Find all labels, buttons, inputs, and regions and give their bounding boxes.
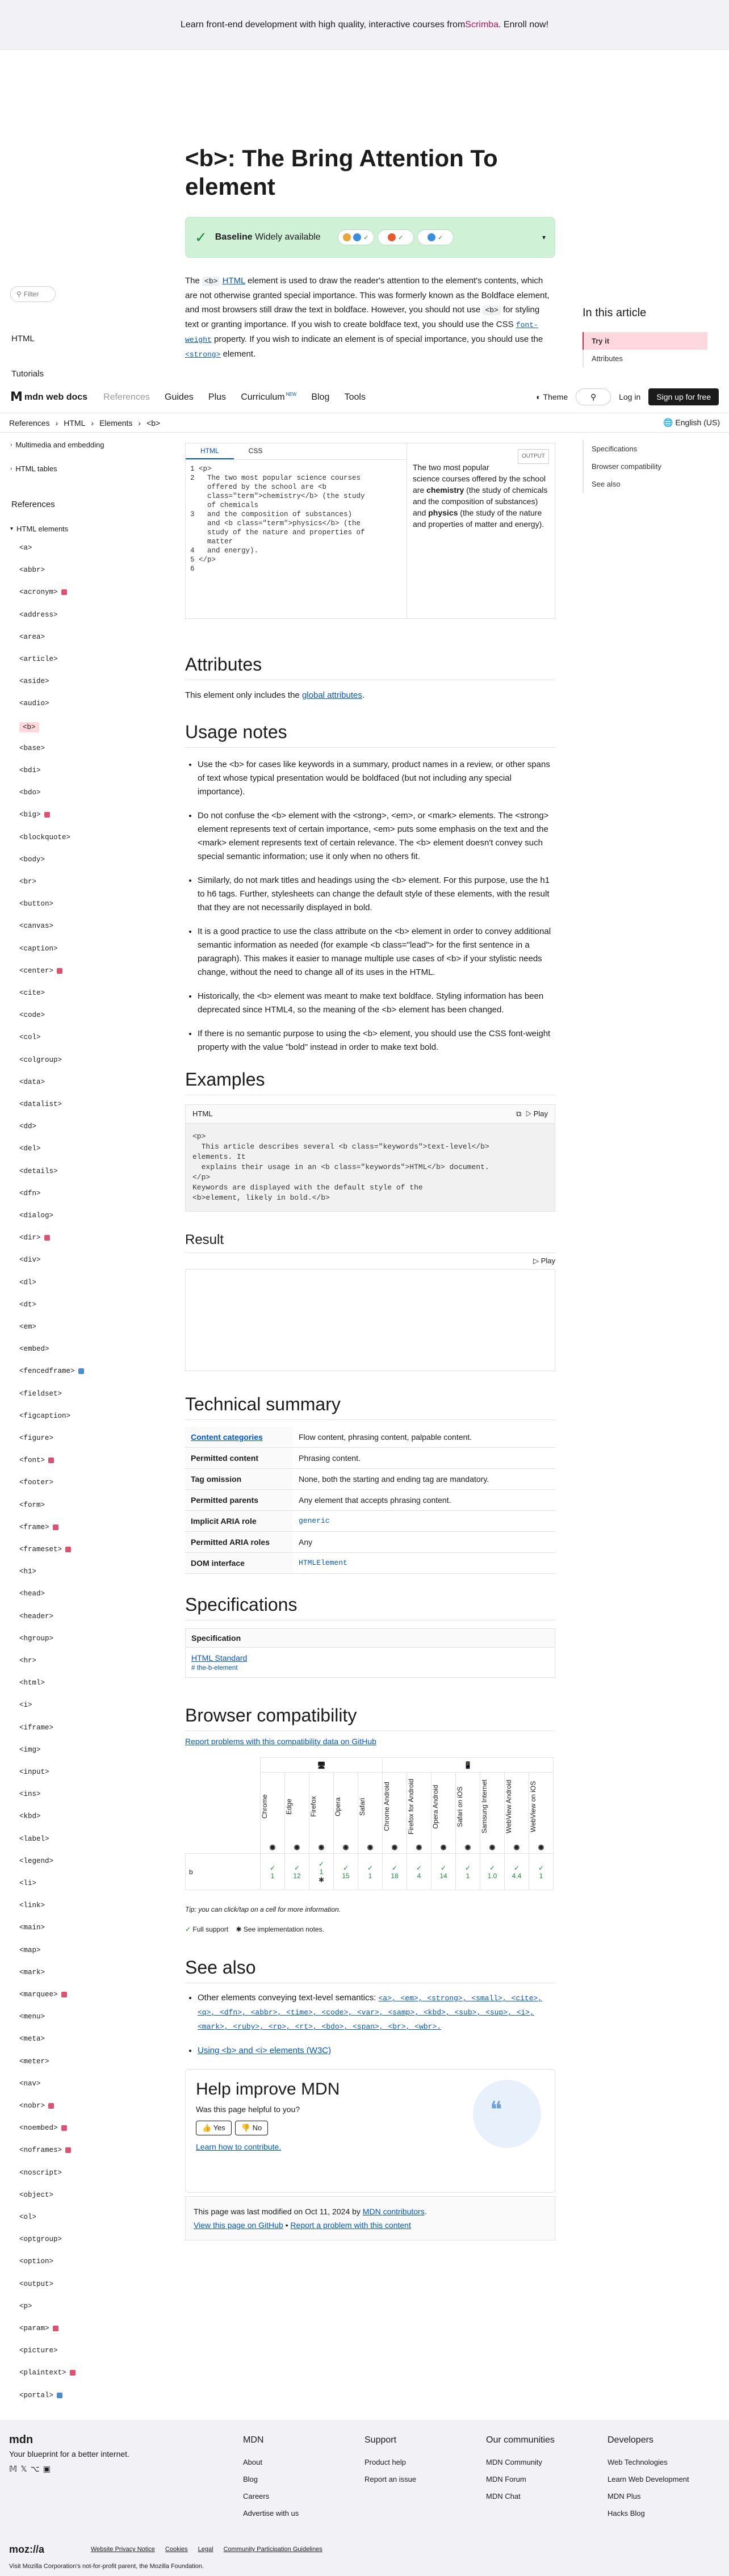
result-heading: Result [185,1232,555,1253]
sidebar-item[interactable]: <hgroup> [19,1634,54,1643]
crumb-elements[interactable]: Elements [99,418,133,428]
banner-text-end: . Enroll now! [498,19,549,30]
desktop-icon: 🖥 [261,1758,383,1773]
toc-title: In this article [583,307,647,319]
mozilla-logo[interactable]: moz://a [9,2544,45,2555]
yes-button[interactable]: 👍 Yes [196,2121,232,2135]
sidebar-item[interactable]: <canvas> [19,922,54,931]
sidebar-group-tutorials[interactable]: Tutorials [11,369,44,379]
sidebar-item[interactable]: <menu> [19,2013,45,2021]
footer-tagline: Your blueprint for a better internet. [9,2449,129,2458]
table-row: DOM interface HTMLElement [185,1553,555,1574]
browser-header: Opera ◉ [334,1773,358,1854]
compat-cell[interactable]: ✓ 1 [456,1854,480,1890]
see-also-list [185,1991,555,2058]
sidebar-item[interactable]: <ins> [19,1790,41,1799]
list-item: • It is a good practice to use the class attribute on the <b> element in order to convey additional semantic information as needed (for example <b class="lead"> for the first sentence in a paragraph). This makes it easier to manage multiple use cases of <b> if your stylistic needs change, without the need to change all of its uses in the HTML. [198,925,555,979]
contribute-link[interactable]: Learn how to contribute. [196,2142,282,2151]
list-item: • If there is no semantic purpose to using the <b> element, you should use the CSS font-weight property with the value "bold" instead in order to make text bold. [198,1027,555,1054]
mdn-logo[interactable]: M mdn web docs [10,390,88,404]
play-button[interactable]: ▷ Play [525,1109,548,1118]
sidebar-item[interactable]: <font> [19,1456,54,1464]
baseline-banner[interactable]: ✓ Baseline Widely available ✓ ✓ ✓ ▾ [185,217,555,258]
toc-item[interactable]: Specifications [583,440,707,458]
strong-link[interactable]: <strong> [185,350,221,359]
report-link[interactable]: Report a problem with this content [290,2221,411,2230]
page-title: <b>: The Bring Attention To element [185,145,498,200]
browser-icon: ◉ [342,1843,349,1851]
table-row: Permitted content Phrasing content. [185,1448,555,1469]
sidebar-item[interactable]: <meta> [19,2035,45,2043]
sidebar-item[interactable]: <noembed> [19,2124,67,2132]
deprecated-icon [44,812,50,818]
attributes-text: This element only includes the global attributes. [185,690,365,700]
table-row: Permitted parents Any element that accepts phrasing content. [185,1490,555,1511]
sidebar-item[interactable]: <hr> [19,1657,37,1665]
sidebar-item[interactable]: <div> [19,1256,41,1264]
sidebar-item[interactable]: <area> [19,633,45,641]
sidebar-item[interactable]: <dd> [19,1122,37,1131]
sidebar-item[interactable]: <nobr> [19,2102,54,2110]
sidebar-item[interactable]: <dialog> [19,1212,54,1220]
github-link[interactable]: View this page on GitHub [194,2221,283,2230]
browser-header: Samsung Internet ◉ [480,1773,505,1854]
browser-header: Safari ◉ [358,1773,383,1854]
copy-icon[interactable]: ⧉ [516,1109,522,1118]
browser-icon: ◉ [416,1843,422,1851]
sidebar-item[interactable]: <cite> [19,989,45,997]
compat-cell[interactable]: ✓ 4 [407,1854,431,1890]
compat-cell[interactable]: ✓ 1 [261,1854,285,1890]
compat-tip: Tip: you can click/tap on a cell for more information. [185,1905,341,1913]
browser-header: Chrome Android ◉ [383,1773,407,1854]
compat-report-link[interactable]: Report problems with this compatibility data on GitHub [185,1737,376,1746]
sidebar-item[interactable]: <a> [19,544,32,552]
toc-item[interactable]: Attributes [583,350,707,367]
tab-css[interactable]: CSS [248,447,263,455]
sidebar-item[interactable]: <details> [19,1167,58,1175]
sidebar-item[interactable]: <ol> [19,2213,37,2221]
sidebar-item[interactable]: <img> [19,1745,41,1754]
sidebar-item[interactable]: <frameset> [19,1545,71,1553]
compat-cell[interactable]: ✓ 4.4 [505,1854,529,1890]
font-weight-link[interactable]: font-weight [185,321,538,344]
deprecated-icon [57,968,62,974]
browser-icon: ◉ [318,1843,325,1851]
compat-heading: Browser compatibility [185,1705,555,1731]
toc-item[interactable]: Browser compatibility [583,458,707,475]
browser-icon: ◉ [367,1843,374,1851]
sidebar-item[interactable]: <plaintext> [19,2369,76,2377]
sidebar-item[interactable]: <mark> [19,1968,45,1976]
sidebar-item[interactable]: <marquee> [19,1991,67,1999]
list-item: • Other elements conveying text-level semantics: <a>, <em>, <strong>, <small>, <cite>, <q>, <dfn>, <abbr>, <time>, <code>, <var>, <samp>, <kbd>, <sub>, <sup>, <i>, <mark>, <ruby>, <rp>, <rt>, <bdo>, <span>, <br>, <wbr>. [198,1991,555,2034]
sidebar-item[interactable]: <li> [19,1879,37,1887]
sidebar-item[interactable]: <p> [19,2302,32,2310]
search-icon: ⚲ [590,392,597,401]
sidebar-item[interactable]: <col> [19,1033,41,1042]
sidebar-item[interactable]: <portal> [19,2391,62,2399]
sidebar-item[interactable]: <html> [19,1679,45,1687]
browser-support-icon: ✓ [417,229,454,245]
experimental-icon [78,1368,84,1374]
sidebar-item[interactable]: <figcaption> [19,1411,71,1420]
specifications-heading: Specifications [185,1594,555,1620]
code-editor[interactable]: 1 <p> 2 The two most popular science courses offered by the school are <b class="term">chemistry</b> (the study of chemicals 3 and the composition of substances) and <b class="term">physics</b> (the study of the nature and properties of matter 4 and energy). 5 </p> 6 [190,465,365,573]
usage-notes-list [185,758,555,1054]
browser-icon: ◉ [513,1843,520,1851]
crumb-references[interactable]: References [9,418,50,428]
sidebar-item[interactable]: <picture> [19,2347,58,2355]
attributes-heading: Attributes [185,654,555,680]
compat-cell[interactable]: ✓ 1 ✱ [309,1854,334,1890]
table-row: Permitted ARIA roles Any [185,1532,555,1553]
sidebar-group-references[interactable]: References [11,500,55,509]
sidebar-item[interactable]: <kbd> [19,1812,41,1821]
deprecated-icon [53,2326,58,2331]
login-link[interactable]: Log in [619,392,641,401]
nav-guides[interactable]: Guides [165,392,194,402]
browser-header: WebView on iOS ◉ [529,1773,554,1854]
compat-cell[interactable]: ✓ 1 [358,1854,383,1890]
sidebar-item[interactable]: <dir> [19,1234,50,1242]
technical-summary-heading: Technical summary [185,1394,555,1420]
table-of-contents [583,307,707,493]
notes-icon: ✱ [318,1875,325,1884]
sidebar-item[interactable]: <output> [19,2280,54,2288]
sidebar-item[interactable]: <input> [19,1768,49,1776]
deprecated-icon [53,1524,58,1530]
no-button[interactable]: 👎 No [235,2121,268,2135]
breadcrumb: References › HTML › Elements › <b> 🌐 English (US) [0,413,729,433]
compat-cell[interactable]: ✓ 18 [383,1854,407,1890]
footer-col-support: Support Product help Report an issue [364,2435,417,2483]
banner-text: Learn front-end development with high quality, interactive courses from [180,19,466,30]
list-item: • Similarly, do not mark titles and headings using the <b> element. For this purpose, use the h1 to h6 tags. Further, stylesheets can change the default style of these elements, with the result that they are not necessarily displayed in bold. [198,874,555,915]
example-code-block: HTML ⧉ ▷ Play <p> This article describes several <b class="keywords">text-level</b> elements. It explains their usage in an <b class="keywords">HTML</b> document. </p> Keywords are displayed with the default style of the <b>element, likely in bold.</b> [185,1104,555,1212]
sidebar-item[interactable]: <big> [19,811,50,819]
sidebar-group-html[interactable]: HTML [11,334,35,344]
legal-links: Website Privacy Notice Cookies Legal Community Participation Guidelines [91,2546,322,2553]
experimental-icon [57,2393,62,2398]
sidebar-item[interactable]: <link> [19,1901,45,1910]
browser-header: WebView Android ◉ [505,1773,529,1854]
mobile-icon: 📱 [383,1758,554,1773]
sidebar-tutorial-tables[interactable]: › HTML tables [10,464,57,473]
deprecated-icon [61,2125,67,2131]
footer-col-communities: Our communities MDN Community MDN Forum MDN Chat [486,2435,555,2500]
deprecated-icon [65,2147,71,2153]
browser-icon: ◉ [489,1843,496,1851]
main-content [185,144,555,362]
sidebar-item[interactable]: <code> [19,1011,45,1020]
browser-header: Opera Android ◉ [431,1773,456,1854]
sidebar-item[interactable]: <acronym> [19,588,67,596]
list-item: • Using <b> and <i> elements (W3C) [198,2044,555,2058]
check-icon: ✓ [195,228,207,246]
sidebar-item[interactable]: <map> [19,1946,41,1954]
sidebar-item[interactable]: <iframe> [19,1723,54,1732]
new-badge: NEW [286,392,297,397]
compat-cell[interactable]: ✓ 1.0 [480,1854,505,1890]
sidebar-item[interactable]: <header> [19,1612,54,1620]
compat-cell[interactable]: ✓ 12 [285,1854,309,1890]
browser-icon: ◉ [464,1843,471,1851]
sidebar-item[interactable]: <audio> [19,700,49,708]
sidebar-item[interactable]: <button> [19,900,54,908]
chevron-down-icon: ▾ [542,233,546,241]
banner-brand-link[interactable]: Scrimba [465,19,498,30]
filter-icon: ⚲ [16,290,22,298]
sidebar-item[interactable]: <noframes> [19,2146,71,2154]
table-row: Tag omission None, both the starting and ending tag are mandatory. [185,1469,555,1490]
sidebar-item[interactable]: <aside> [19,677,49,686]
social-icons[interactable]: 𝕄𝕏⌥▣ [9,2464,54,2473]
sidebar-filter-input[interactable]: ⚲ Filter [10,286,56,302]
sidebar-item[interactable]: <dl> [19,1278,37,1287]
deprecated-icon [65,1547,71,1552]
theme-icon: ◐ [536,392,541,401]
sidebar-item[interactable]: <main> [19,1924,45,1932]
sidebar-item[interactable]: <object> [19,2190,54,2199]
browser-header: Chrome ◉ [261,1773,285,1854]
compat-cell[interactable]: ✓ 14 [431,1854,456,1890]
browser-icon: ◉ [391,1843,398,1851]
sidebar-item[interactable]: <br> [19,878,37,886]
copyright: Visit Mozilla Corporation's not-for-profit parent, the Mozilla Foundation. [9,2563,204,2570]
sidebar-html-elements[interactable]: ▾ HTML elements [10,525,69,533]
site-footer [0,2420,729,2576]
compat-legend: ✓ Full support ✱ See implementation notes. [185,1925,324,1933]
sidebar-item[interactable]: <meter> [19,2057,49,2066]
browser-support-icon: ✓ [378,229,414,245]
deprecated-icon [70,2370,76,2376]
sidebar-item[interactable]: <base> [19,744,45,752]
footer-col-developers: Developers Web Technologies Learn Web Development MDN Plus Hacks Blog [608,2435,689,2518]
try-it-section [185,443,555,2240]
table-row: Implicit ARIA role generic [185,1511,555,1532]
sidebar-item[interactable]: <dfn> [19,1189,41,1197]
feedback-illustration: ❝ [473,2080,541,2148]
sidebar-item[interactable]: <blockquote> [19,833,71,841]
sidebar-item[interactable]: <em> [19,1323,37,1331]
toc-item[interactable]: See also [583,475,707,493]
browser-icon: ◉ [294,1843,300,1851]
sidebar-tutorial-multimedia[interactable]: › Multimedia and embedding [10,441,104,449]
chevron-right-icon: › [10,466,12,472]
page-meta: This page was last modified on Oct 11, 2024 by MDN contributors. View this page on GitHub • Report a problem with this content [185,2196,555,2240]
browser-header: Edge ◉ [285,1773,309,1854]
sidebar-item[interactable]: <bdo> [19,789,41,797]
list-item: • Historically, the <b> element was meant to make text boldface. Styling information has been deprecated since HTML4, so the meaning of the <b> element has been changed. [198,990,555,1017]
footer-logo[interactable]: mdn [9,2433,33,2446]
sidebar-item[interactable]: <embed> [19,1345,49,1354]
sidebar-item[interactable]: <datalist> [19,1100,62,1108]
sidebar-item[interactable]: <bdi> [19,766,41,774]
result-play-button[interactable]: ▷ Play [533,1256,555,1265]
global-attributes-link[interactable]: global attributes [301,690,362,700]
sidebar-item[interactable]: <b> [19,722,39,732]
sidebar-item[interactable]: <article> [19,655,58,663]
deprecated-icon [61,589,67,595]
specifications-table: Specification HTML Standard # the-b-element [185,1628,555,1678]
browser-header: Firefox for Android ◉ [407,1773,431,1854]
sidebar-item[interactable]: <footer> [19,1478,54,1487]
output-pane: OUTPUT The two most popular science courses offered by the school are chemistry (the study of chemicals and the composition of substances) and physics (the study of the nature and properties of matter and energy). [407,443,555,618]
chevron-down-icon: ▾ [10,526,14,532]
chevron-right-icon: › [10,442,12,448]
deprecated-icon [44,1235,50,1241]
sidebar-item[interactable]: <address> [19,610,58,619]
table-row: Content categories Flow content, phrasing content, palpable content. [185,1427,555,1448]
browser-header: Safari on iOS ◉ [456,1773,480,1854]
sidebar-item[interactable]: <nav> [19,2079,41,2088]
usage-heading: Usage notes [185,722,555,748]
crumb-html[interactable]: HTML [64,418,86,428]
signup-button[interactable]: Sign up for free [648,388,719,405]
sidebar-item[interactable]: <fieldset> [19,1389,62,1398]
sidebar-item[interactable]: <del> [19,1145,41,1153]
spec-link[interactable]: HTML Standard [191,1653,248,1662]
html-link[interactable]: HTML [222,276,245,286]
sidebar-item[interactable]: <option> [19,2257,54,2266]
sidebar-item[interactable]: <noscript> [19,2168,62,2177]
nav-references[interactable]: References [103,392,150,402]
sidebar-item[interactable]: <fencedframe> [19,1367,84,1375]
sidebar-item[interactable]: <center> [19,967,62,975]
theme-toggle[interactable]: ◐ Theme [536,392,568,401]
sidebar-item[interactable]: <i> [19,1701,32,1710]
deprecated-icon [48,2103,54,2109]
sidebar-item[interactable]: <body> [19,855,45,864]
nav-blog[interactable]: Blog [311,392,330,402]
feedback-box: Help improve MDN Was this page helpful to you? 👍 Yes 👎 No Learn how to contribute. ❝ [185,2069,555,2193]
browser-icon: ◉ [440,1843,447,1851]
sidebar-item[interactable]: <h1> [19,1568,37,1576]
sidebar-item[interactable]: <figure> [19,1434,54,1442]
sidebar-item[interactable]: <caption> [19,944,58,953]
sidebar-item[interactable]: <data> [19,1078,45,1086]
globe-icon: 🌐 [663,418,673,427]
nav-plus[interactable]: Plus [208,392,227,402]
compat-table: 🖥 📱 Chrome ◉ Edge ◉ Firefox ◉ Opera ◉ Safari ◉ Chrome Android ◉ Firefox for Android ◉ Opera Android ◉ Safari on iOS ◉ Samsung Internet ◉ WebView Android ◉ WebView on iOS ◉ b ✓ 1 ✓ 12 ✓ 1 ✱ ✓ 15 ✓ 1 ✓ 18 ✓ 4 ✓ 14 ✓ 1 ✓ 1.0 ✓ 4.4 ✓ 1 [185,1757,554,1890]
deprecated-icon [48,1457,54,1463]
browser-icon: ◉ [269,1843,276,1851]
sidebar-item[interactable]: <head> [19,1590,45,1598]
browser-support-icon: ✓ [338,229,374,245]
sidebar-item[interactable]: <frame> [19,1523,58,1531]
toc-item[interactable]: Try it [583,332,707,350]
footer-col-mdn: MDN About Blog Careers Advertise with us [243,2435,299,2518]
result-frame [185,1269,555,1371]
intro-paragraph: The <b> HTML element is used to draw the reader's attention to the element's contents, which are not otherwise granted special importance. This was formerly known as the Boldface element, and most browsers still draw the text in boldface. However, you should not use <b> for styling text or granting importance. If you wish to create boldface text, you should use the CSS font-weight property. If you wish to indicate an element is of special importance, you should use the <strong> element. [185,276,550,359]
sidebar-item[interactable]: <optgroup> [19,2235,62,2244]
list-item: • Use the <b> for cases like keywords in a summary, product names in a review, or other spans of text whose typical presentation would be boldfaced (but not including any special importance). [198,758,555,799]
crumb-current[interactable]: <b> [146,418,161,428]
list-item: • Do not confuse the <b> element with the <strong>, <em>, or <mark> elements. The <strong> element represents text of certain importance, <em> puts some emphasis on the text and the <mark> element represents text of certain relevance. The <b> element doesn't convey such special semantic information; use it only when no others fit. [198,809,555,864]
sidebar-item[interactable]: <legend> [19,1857,54,1865]
examples-heading: Examples [185,1069,555,1095]
deprecated-icon [61,1992,67,1997]
technical-summary-table [185,1427,555,1574]
sidebar-item[interactable]: <form> [19,1501,45,1509]
sidebar-item[interactable]: <label> [19,1834,49,1843]
sidebar-item[interactable]: <abbr> [19,566,45,575]
nav-tools[interactable]: Tools [344,392,366,402]
browser-icon: ◉ [538,1843,544,1851]
promo-banner[interactable] [0,0,729,50]
tab-html[interactable]: HTML [186,443,234,459]
browser-header: Firefox ◉ [309,1773,334,1854]
compat-cell[interactable]: ✓ 1 [529,1854,554,1890]
compat-cell[interactable]: ✓ 15 [334,1854,358,1890]
see-also-heading: See also [185,1957,555,1983]
language-selector[interactable]: 🌐 English (US) [663,418,720,427]
sidebar-item[interactable]: <colgroup> [19,1055,62,1064]
sidebar-item[interactable]: <dt> [19,1300,37,1309]
sidebar-item[interactable]: <param> [19,2324,58,2332]
interactive-example [185,443,555,619]
main-nav [103,392,378,402]
nav-curriculum[interactable]: Curriculum $^{NEW}$ [241,392,297,402]
